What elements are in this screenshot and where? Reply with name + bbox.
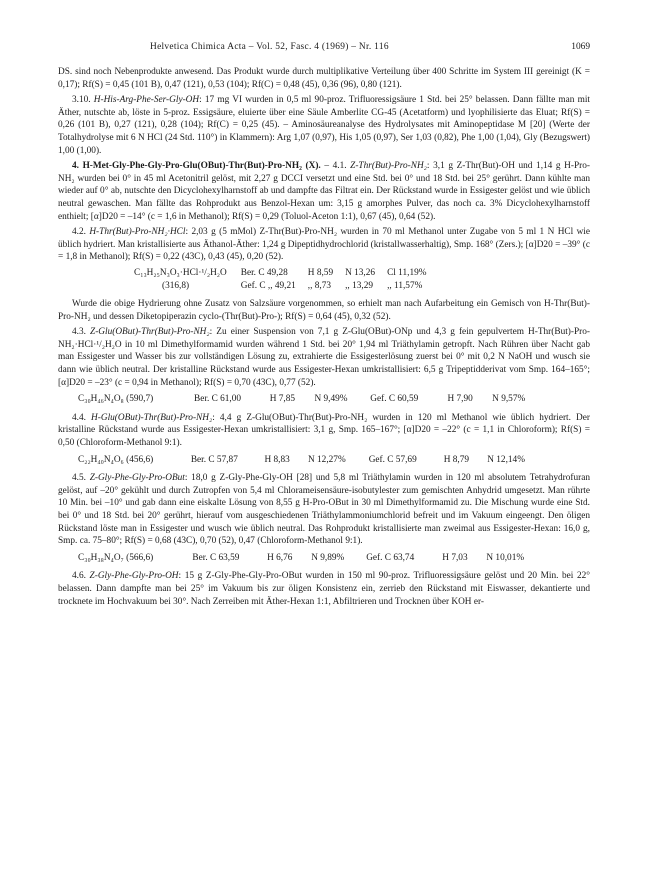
molecular-weight: (316,8)	[162, 280, 190, 291]
journal-title: Helvetica Chimica Acta – Vol. 52, Fasc. 4 (1969) – Nr. 116	[150, 42, 389, 52]
paragraph-4-2	[58, 226, 590, 264]
molecular-formula: C₃₀H₄₆N₄O₈ (590,7)	[78, 394, 154, 405]
paragraph-4-3	[58, 326, 590, 389]
paragraph-3-10	[58, 94, 590, 157]
compound-name: Z-Thr(But)-Pro-NH₂	[350, 161, 427, 172]
section-heading: 4. H-Met-Gly-Phe-Gly-Pro-Glu(OBut)-Thr(But)-Pro-NH₂ (X).	[72, 161, 321, 172]
paragraph-text: : 2,03 g (5 mMol) Z-Thr(But)-Pro-NH₂ wurden in 70 ml Methanol unter Zugabe von 5 ml 1 N HCl wie üblich hydriert. Man kristallisierte aus Äthanol-Äther: 1,24 g Dipeptidhydrochlorid (kristallwasserhaltig), Smp. 168° (Zers.); [α]D20 = –39° (c = 1,8 in Methanol); Rf(S) = 0,22 (43C), 0,43 (45), 0,20 (52).	[58, 227, 590, 263]
paragraph-4-6	[58, 570, 590, 608]
compound-name: Z-Gly-Phe-Gly-Pro-OH	[89, 571, 179, 582]
analysis-value: N 12,27%	[307, 454, 346, 465]
section-number: 4.6.	[72, 571, 90, 582]
text-column	[58, 66, 590, 611]
compound-name: H-Thr(But)-Pro-NH₂·HCl	[89, 227, 186, 238]
elemental-analysis-4-5	[78, 552, 548, 565]
elemental-analysis-4-2	[134, 267, 439, 292]
molecular-formula: C₁₃H₂₅N₃O₃·HCl·¹/₂H₂O	[134, 267, 227, 278]
elemental-analysis-4-3	[78, 393, 548, 406]
analysis-value: H 7,85	[269, 394, 296, 405]
paragraph-ds-continuation: DS. sind noch Nebenprodukte anwesend. Das Produkt wurde durch multiplikative Verteilung über 400 Schritte im System III gereinigt (K = 0,17); Rf(S) = 0,45 (101 B), 0,47 (121), 0,53 (104); Rf(C) = 0,48 (45), 0,36 (96), 0,80 (121).	[58, 67, 590, 90]
paragraph-text: : 4,4 g Z-Glu(OBut)-Thr(But)-Pro-NH₂ wurden in 120 ml Methanol wie üblich hydriert. Der kristalline Rückstand wurde aus Essigester-Hexan umkristallisiert: 3,1 g, Smp. 165–167°; [α]D20 = –22° (c = 1,1 in Chloroform); Rf(S) = 0,50 (Chloroform-Methanol 9:1).	[58, 412, 590, 449]
analysis-value: H 8,83	[264, 454, 290, 465]
compound-name: Z-Gly-Phe-Gly-Pro-OBut	[89, 473, 185, 484]
analysis-value: Ber. C 61,00	[194, 394, 242, 405]
analysis-row	[78, 393, 548, 406]
analysis-value: ,, 8,73	[307, 280, 332, 291]
analysis-value: H 8,79	[443, 454, 470, 465]
section-number: 4.5.	[72, 473, 90, 484]
paragraph-text: : 15 g Z-Gly-Phe-Gly-Pro-OBut wurden in 150 ml 90-proz. Trifluoressigsäure gelöst und 20 Min. bei 22° belassen. Dann dampfte man bei 25° im Vakuum bis zur öligen Konsistenz ein, zerrieb den Rückstand mit Eiswasser, dekantierte und trocknete im Hochvakuum bei 30°. Nach Zerreiben mit Äther-Hexan 1:1, Abfiltrieren und Trocknen über KOH er-	[58, 571, 590, 607]
analysis-value: N 9,57%	[492, 394, 526, 405]
molecular-formula: C₃₀H₃₈N₄O₇ (566,6)	[78, 552, 154, 563]
section-number: – 4.1.	[320, 161, 351, 172]
elemental-analysis-4-4	[78, 454, 548, 467]
paragraph-4-5	[58, 472, 590, 548]
analysis-value: ,, 11,57%	[387, 280, 423, 291]
analysis-value: N 12,14%	[487, 454, 525, 465]
paragraph-4-4	[58, 412, 590, 450]
analysis-value: Gef. C 60,59	[370, 394, 419, 405]
paragraph-4-2-note: Wurde die obige Hydrierung ohne Zusatz von Salzsäure vorgenommen, so erhielt man nach Aufarbeitung ein Gemisch von H-Thr(But)-Pro-NH₂ und dessen Diketopiperazin cyclo-(Thr(But)-Pro-); Rf(S) = 0,64 (45), 0,32 (52).	[58, 299, 590, 322]
analysis-row	[78, 552, 548, 565]
section-number: 4.3.	[72, 327, 91, 338]
analysis-value: Ber. C 63,59	[192, 552, 240, 563]
paragraph-text: : 3,1 g Z-Thr(But)-OH und 1,14 g H-Pro-NH₂ wurden bei 0° in 45 ml Acetonitril gelöst, mit 2,27 g DCCI versetzt und eine Std. bei 0° und 18 Std. bei 25° gerührt. Dann kühlte man wieder auf 0° ab, nutschte den Dicyclohexylharnstoff ab und dampfte das Filtrat ein. Der Rückstand wurde in Essigester gelöst und wie üblich neutral gewaschen. Man fällte das Rohprodukt aus Benzol-Hexan um: 3,15 g amorphes Pulver, das noch ca. 3% Dicyclohexylharnstoff enthielt; [α]D20 = –14° (c = 1,6 in Methanol); Rf(S) = 0,29 (Toluol-Aceton 1:1), 0,67 (45), 0,64 (52).	[58, 161, 590, 222]
analysis-row	[134, 267, 439, 280]
section-number: 4.2.	[72, 227, 90, 238]
paragraph-text: : Zu einer Suspension von 7,1 g Z-Glu(OBut)-ONp und 4,3 g fein gepulvertem H-Thr(But)-Pro-NH₂·HCl·¹/₂H₂O in 10 ml Dimethylformamid wurden während 1 Std. bei 20° 1,94 ml Triäthylamin getropft. Nach Rühren über Nacht gab man Essigester und Wasser bis zur vollständigen Lösung zu, extrahierte die Essigesterlösung zuerst bei 0° mit 0,2 N NaOH und wusch sie dann wie üblich neutral. Der kristalline Rückstand wurde aus Essigester-Hexan umkristallisiert: 6,5 g Tripeptidderivat vom Smp. 164–165°; [α]D20 = –23° (c = 0,94 in Methanol); Rf(S) = 0,70 (43C), 0,77 (52).	[58, 327, 590, 388]
analysis-row	[78, 454, 548, 467]
section-number: 3.10.	[72, 95, 94, 106]
analysis-value: N 9,49%	[314, 394, 348, 405]
page-number: 1069	[571, 42, 590, 52]
analysis-value: Gef. C ,, 49,21	[240, 280, 296, 291]
compound-name: H-His-Arg-Phe-Ser-Gly-OH	[93, 95, 200, 106]
compound-name: H-Glu(OBut)-Thr(But)-Pro-NH₂	[91, 412, 213, 423]
analysis-value: Gef. C 63,74	[366, 552, 415, 563]
analysis-value: H 7,03	[442, 552, 468, 563]
analysis-value: Ber. C 57,87	[190, 454, 238, 465]
analysis-value: N 9,89%	[311, 552, 345, 563]
paragraph-4-1	[58, 160, 590, 223]
analysis-row	[134, 280, 439, 293]
paragraph-text: : 17 mg VI wurden in 0,5 ml 90-proz. Trifluoressigsäure 1 Std. bei 25° belassen. Dann fällte man mit Äther, nutschte ab, löste in 5-proz. Essigsäure, eluierte über eine Säule Amberlite CG-45 (Acetatform) und lyophilisierte das Eluat; Rf(S) = 0,26 (101 B), 0,27 (121), 0,28 (104); Rf(C) = 0,25 (45). – Aminosäureanalyse des Hydrolysates mit Aminopeptidase M [20] (Werte der Totalhydrolyse mit 6 N HCl (24 Std. 110°) in Klammern): Arg 1,07 (0,97), His 1,05 (0,97), Ser 1,03 (0,82), Phe 1,00 (1,04), Gly (Bezugswert) 1,00 (1,00).	[58, 95, 590, 156]
analysis-value: H 6,76	[267, 552, 293, 563]
analysis-value: N 10,01%	[486, 552, 525, 563]
compound-name: Z-Glu(OBut)-Thr(But)-Pro-NH₂	[90, 327, 210, 338]
analysis-value: Ber. C 49,28	[240, 267, 288, 278]
analysis-value: N 13,26	[345, 267, 376, 278]
analysis-value: Gef. C 57,69	[368, 454, 417, 465]
analysis-value: ,, 13,29	[345, 280, 373, 291]
analysis-value: H 8,59	[307, 267, 334, 278]
analysis-value: Cl 11,19%	[387, 267, 427, 278]
paragraph-text: : 18,0 g Z-Gly-Phe-Gly-OH [28] und 5,8 ml Triäthylamin wurden in 120 ml absolutem Tetrahydrofuran gelöst, auf –20° gekühlt und durch Zutropfen von 5,4 ml Chlorameisensäure-isobutylester zum gemischten Anhydrid umgesetzt. Man rührte 10 Min. bei –10° und gab dann eine eiskalte Lösung von 8,55 g H-Pro-OBut in 30 ml Dimethylformamid zu. Die Mischung wurde eine Std. bei 0° und 18 Std. bei 20° gerührt, hierauf vom ausgeschiedenen Triäthylammoniumchlorid befreit und im Vakuum eingeengt. Den öligen Rückstand löste man in Essigester und wusch wie üblich neutral. Das Rohprodukt kristallisierte man zweimal aus Essigester-Hexan: 16,0 g, Smp. ca. 75–80°; Rf(S) = 0,68 (43C), 0,70 (52), 0,47 (Chloroform-Methanol 9:1).	[58, 473, 590, 547]
section-number: 4.4.	[72, 412, 92, 423]
running-header	[58, 42, 590, 56]
analysis-value: H 7,90	[447, 394, 473, 405]
molecular-formula: C₂₂H₄₀N₄O₆ (456,6)	[78, 454, 154, 465]
